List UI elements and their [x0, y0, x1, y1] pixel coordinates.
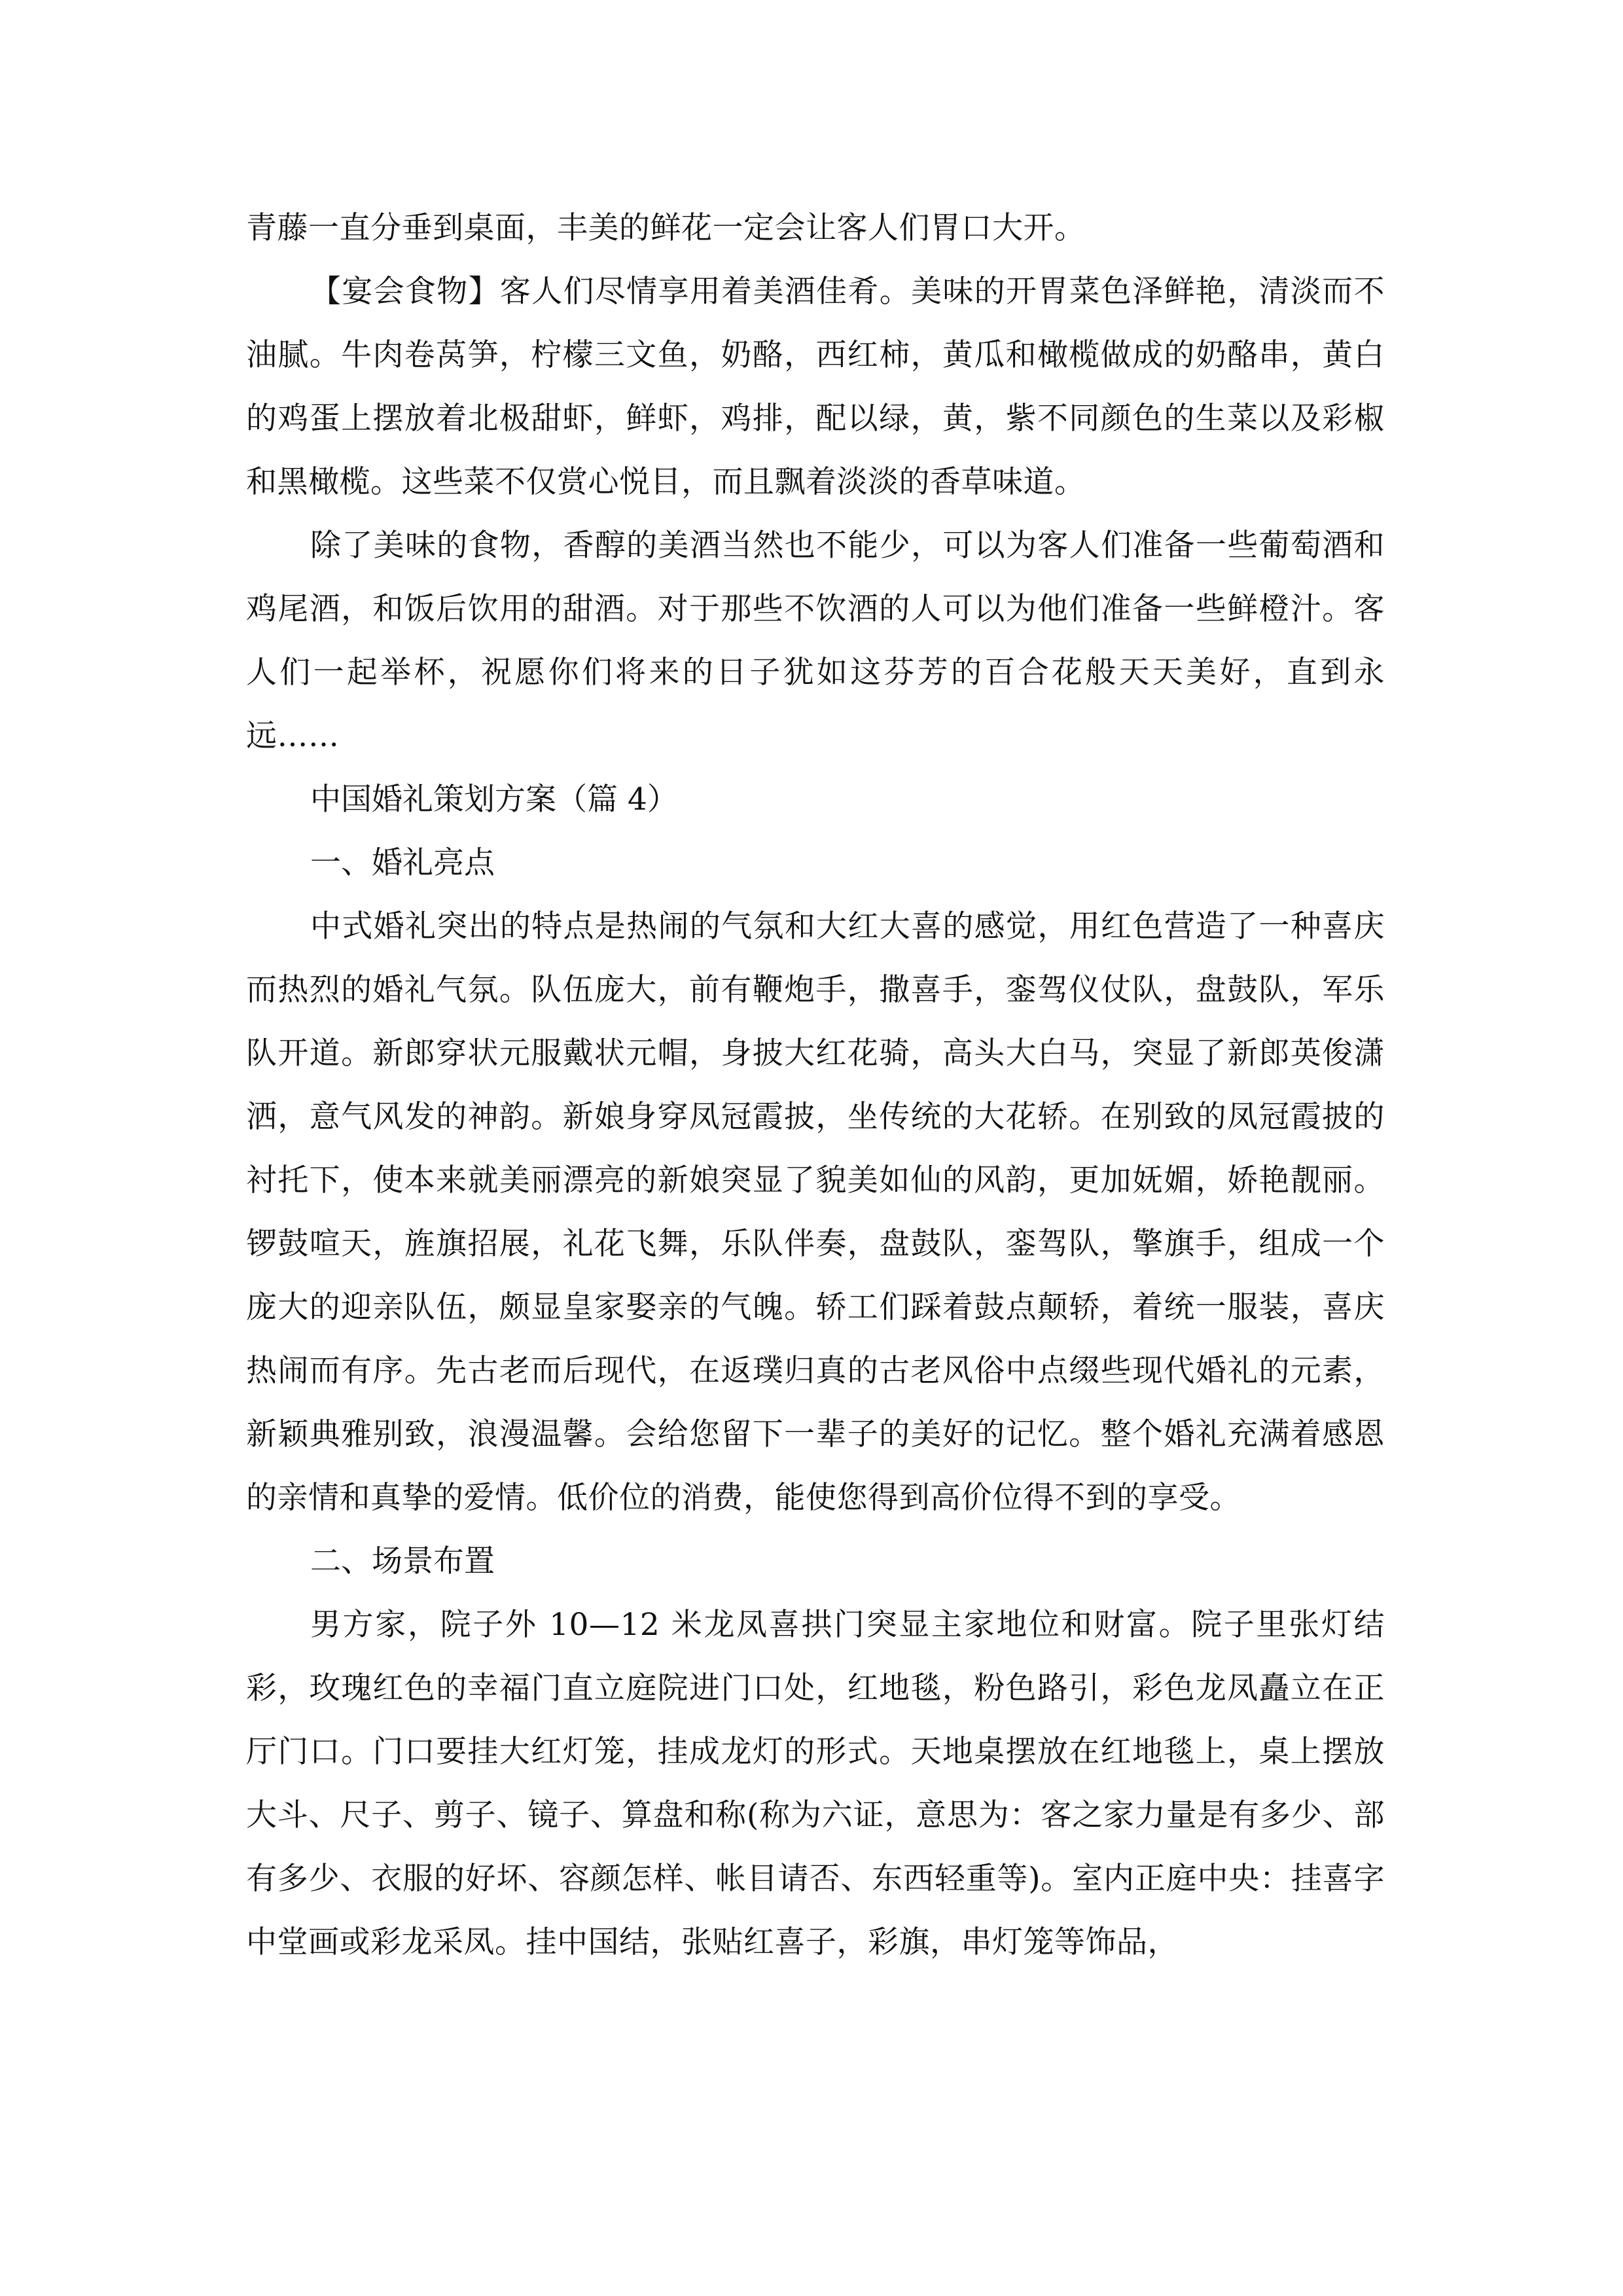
- paragraph-highlights: 中式婚礼突出的特点是热闹的气氛和大红大喜的感觉，用红色营造了一种喜庆而热烈的婚礼气氛。队伍庞大，前有鞭炮手，撒喜手，銮驾仪仗队，盘鼓队，军乐队开道。新郎穿状元服戴状元帽，身披大红花骑，高头大白马，突显了新郎英俊潇洒，意气风发的神韵。新娘身穿凤冠霞披，坐传统的大花轿。在别致的凤冠霞披的衬托下，使本来就美丽漂亮的新娘突显了貌美如仙的风韵，更加妩媚，娇艳靓丽。锣鼓喧天，旌旗招展，礼花飞舞，乐队伴奏，盘鼓队，銮驾队，擎旗手，组成一个庞大的迎亲队伍，颇显皇家娶亲的气魄。轿工们踩着鼓点颠轿，着统一服装，喜庆热闹而有序。先古老而后现代，在返璞归真的古老风俗中点缀些现代婚礼的元素，新颖典雅别致，浪漫温馨。会给您留下一辈子的美好的记忆。整个婚礼充满着感恩的亲情和真挚的爱情。低价位的消费，能使您得到高价位得不到的享受。: [246, 908, 1385, 1516]
- paragraph-continued: 青藤一直分垂到桌面，丰美的鲜花一定会让客人们胃口大开。: [246, 210, 1086, 246]
- paragraph-banquet-food: 【宴会食物】客人们尽情享用着美酒佳肴。美味的开胃菜色泽鲜艳，清淡而不油腻。牛肉卷莴笋，柠檬三文鱼，奶酪，西红柿，黄瓜和橄榄做成的奶酪串，黄白的鸡蛋上摆放着北极甜虾，鲜虾，鸡排，配以绿，黄，紫不同颜色的生菜以及彩椒和黑橄榄。这些菜不仅赏心悦目，而且飘着淡淡的香草味道。: [246, 274, 1385, 500]
- subheading-scene-layout: 二、场景布置: [310, 1543, 495, 1579]
- paragraph-scene-layout: 男方家，院子外 10—12 米龙凤喜拱门突显主家地位和财富。院子里张灯结彩，玫瑰红色的幸福门直立庭院进门口处，红地毯，粉色路引，彩色龙凤矗立在正厅门口。门口要挂大红灯笼，挂成龙灯的形式。天地桌摆放在红地毯上，桌上摆放大斗、尺子、剪子、镜子、算盘和称(称为六证，意思为：客之家力量是有多少、部有多少、衣服的好坏、容颜怎样、帐目请否、东西轻重等)。室内正庭中央：挂喜字中堂画或彩龙采凤。挂中国结，张贴红喜子，彩旗，串灯笼等饰品，: [246, 1607, 1385, 1960]
- document-page: [246, 196, 1385, 1974]
- section-title: 中国婚礼策划方案（篇 4）: [310, 781, 678, 817]
- paragraph-wine: 除了美味的食物，香醇的美酒当然也不能少，可以为客人们准备一些葡萄酒和鸡尾酒，和饭后饮用的甜酒。对于那些不饮酒的人可以为他们准备一些鲜橙汁。客人们一起举杯，祝愿你们将来的日子犹如这芬芳的百合花般天天美好，直到永远……: [246, 528, 1385, 754]
- subheading-highlights: 一、婚礼亮点: [310, 845, 495, 881]
